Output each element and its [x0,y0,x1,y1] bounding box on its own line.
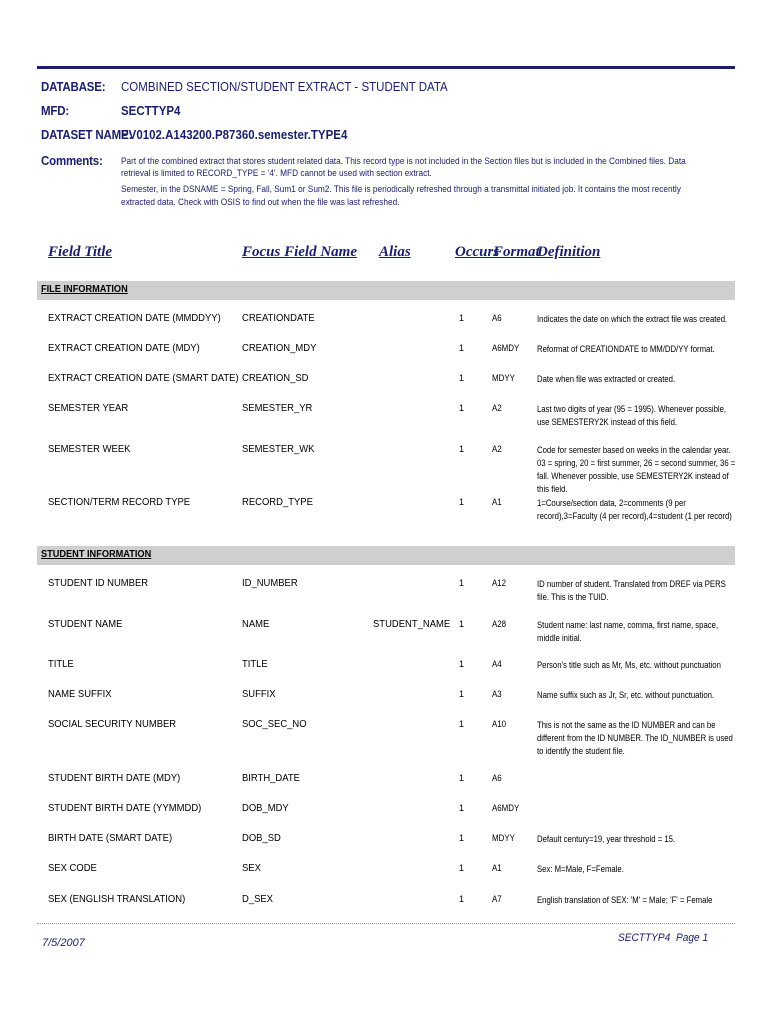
occurs-cell: 1 [459,803,465,813]
focus-field-name-cell: CREATION_MDY [242,342,317,354]
format-cell: A2 [492,444,502,454]
field-title-cell: SEX (ENGLISH TRANSLATION) [48,893,186,905]
focus-field-name-cell: TITLE [242,658,268,670]
database-label: DATABASE: [41,80,106,94]
field-title-cell: TITLE [48,658,74,670]
field-title-cell: STUDENT BIRTH DATE (YYMMDD) [48,802,202,814]
definition-cell: Default century=19, year threshold = 15. [537,834,676,844]
occurs-cell: 1 [459,343,465,353]
focus-field-name-cell: CREATIONDATE [242,312,315,324]
comments-label: Comments: [41,154,103,168]
field-title-cell: STUDENT BIRTH DATE (MDY) [48,772,181,784]
occurs-cell: 1 [459,863,465,873]
definition-cell: Person's title such as Mr, Ms, etc. without punctuation [537,660,721,670]
column-header-field-title: Field Title [48,244,113,260]
occurs-cell: 1 [459,497,465,507]
focus-field-name-cell: DOB_SD [242,832,281,844]
column-header-occurs: Occurs [455,244,500,260]
definition-cell: Code for semester based on weeks in the calendar year. 03 = spring, 20 = first summer, 26 = second summer, 36 = fall. Whenever possible, use SEMESTERY2K instead of this field. [537,445,736,494]
footer-date: 7/5/2007 [42,937,85,949]
bottom-rule [37,923,735,924]
mfd-value: SECTTYP4 [121,104,181,118]
format-cell: A4 [492,659,502,669]
field-title-cell: SEMESTER WEEK [48,443,131,455]
column-header-format: Format [493,244,540,260]
focus-field-name-cell: NAME [242,618,270,630]
occurs-cell: 1 [459,444,465,454]
field-title-cell: STUDENT ID NUMBER [48,577,149,589]
field-title-cell: EXTRACT CREATION DATE (MMDDYY) [48,312,221,324]
format-cell: A1 [492,497,502,507]
format-cell: A6 [492,313,502,323]
footer-page-number: Page 1 [676,932,709,944]
section-title: STUDENT INFORMATION [41,549,152,560]
format-cell: A1 [492,863,502,873]
occurs-cell: 1 [459,373,465,383]
column-header-focus-field-name: Focus Field Name [242,244,357,260]
definition-cell: 1=Course/section data, 2=comments (9 per record),3=Faculty (4 per record),4=student (1 per record) [537,498,732,521]
format-cell: A3 [492,689,502,699]
occurs-cell: 1 [459,773,465,783]
definition-cell: Indicates the date on which the extract file was created. [537,314,728,324]
occurs-cell: 1 [459,833,465,843]
format-cell: A10 [492,719,507,729]
comments-paragraph-1: Part of the combined extract that stores student related data. This record type is not included in the Section files but is included in the Combined files. Data retrieval is limited to RECORD_TYPE = '4'. MFD cannot be used with section extract. [121,156,686,179]
field-title-cell: STUDENT NAME [48,618,123,630]
definition-cell: ID number of student. Translated from DREF via PERS file. This is the TUID. [537,579,726,602]
occurs-cell: 1 [459,578,465,588]
focus-field-name-cell: DOB_MDY [242,802,289,814]
format-cell: A12 [492,578,507,588]
field-title-cell: BIRTH DATE (SMART DATE) [48,832,173,844]
section-title: FILE INFORMATION [41,284,128,295]
section-header [37,281,735,300]
comments-text [121,155,697,212]
format-cell: A6MDY [492,803,520,813]
focus-field-name-cell: ID_NUMBER [242,577,298,589]
format-cell: A6MDY [492,343,520,353]
format-cell: A28 [492,619,507,629]
definition-cell: Name suffix such as Jr, Sr, etc. without punctuation. [537,690,715,700]
occurs-cell: 1 [459,719,465,729]
focus-field-name-cell: SUFFIX [242,688,276,700]
definition-cell: Last two digits of year (95 = 1995). Whenever possible, use SEMESTERY2K instead of this field. [537,404,727,427]
format-cell: A2 [492,403,502,413]
definition-cell: English translation of SEX: 'M' = Male; 'F' = Female [537,895,713,905]
top-rule [37,66,735,69]
occurs-cell: 1 [459,894,465,904]
focus-field-name-cell: SEX [242,862,261,874]
definition-cell: Date when file was extracted or created. [537,374,676,384]
focus-field-name-cell: SEMESTER_WK [242,443,315,455]
definition-cell: This is not the same as the ID NUMBER and can be different from the ID NUMBER. The ID_NUMBER is used to identify the student file. [537,720,733,756]
column-header-alias: Alias [379,244,411,260]
format-cell: MDYY [492,833,515,843]
definition-cell: Reformat of CREATIONDATE to MM/DD/YY format. [537,344,715,354]
field-title-cell: EXTRACT CREATION DATE (SMART DATE) [48,372,239,384]
focus-field-name-cell: SOC_SEC_NO [242,718,307,730]
occurs-cell: 1 [459,619,465,629]
dataset-name-label: DATASET NAME: [41,128,133,142]
column-header-definition: Definition [537,244,601,260]
occurs-cell: 1 [459,313,465,323]
field-title-cell: SOCIAL SECURITY NUMBER [48,718,177,730]
focus-field-name-cell: BIRTH_DATE [242,772,300,784]
format-cell: A7 [492,894,502,904]
alias-cell: STUDENT_NAME [373,618,451,630]
dataset-name-value: PV0102.A143200.P87360.semester.TYPE4 [121,128,348,142]
focus-field-name-cell: SEMESTER_YR [242,402,313,414]
field-title-cell: SEX CODE [48,862,97,874]
format-cell: MDYY [492,373,515,383]
occurs-cell: 1 [459,689,465,699]
mfd-label: MFD: [41,104,70,118]
focus-field-name-cell: RECORD_TYPE [242,496,313,508]
comments-paragraph-2: Semester, in the DSNAME = Spring, Fall, Sum1 or Sum2. This file is periodically refreshed through a transmittal initiated job. It contains the most recently extracted data. Check with OSIS to find out when the file was last refreshed. [121,184,681,207]
format-cell: A6 [492,773,502,783]
field-title-cell: NAME SUFFIX [48,688,112,700]
definition-cell: Sex: M=Male, F=Female. [537,864,624,874]
field-title-cell: SEMESTER YEAR [48,402,129,414]
field-title-cell: SECTION/TERM RECORD TYPE [48,496,191,508]
section-header [37,546,735,565]
field-title-cell: EXTRACT CREATION DATE (MDY) [48,342,200,354]
occurs-cell: 1 [459,659,465,669]
focus-field-name-cell: D_SEX [242,893,273,905]
occurs-cell: 1 [459,403,465,413]
definition-cell: Student name: last name, comma, first name, space, middle initial. [537,620,719,643]
database-value: COMBINED SECTION/STUDENT EXTRACT - STUDENT DATA [121,80,448,94]
focus-field-name-cell: CREATION_SD [242,372,309,384]
footer-code: SECTTYP4 [618,932,671,944]
